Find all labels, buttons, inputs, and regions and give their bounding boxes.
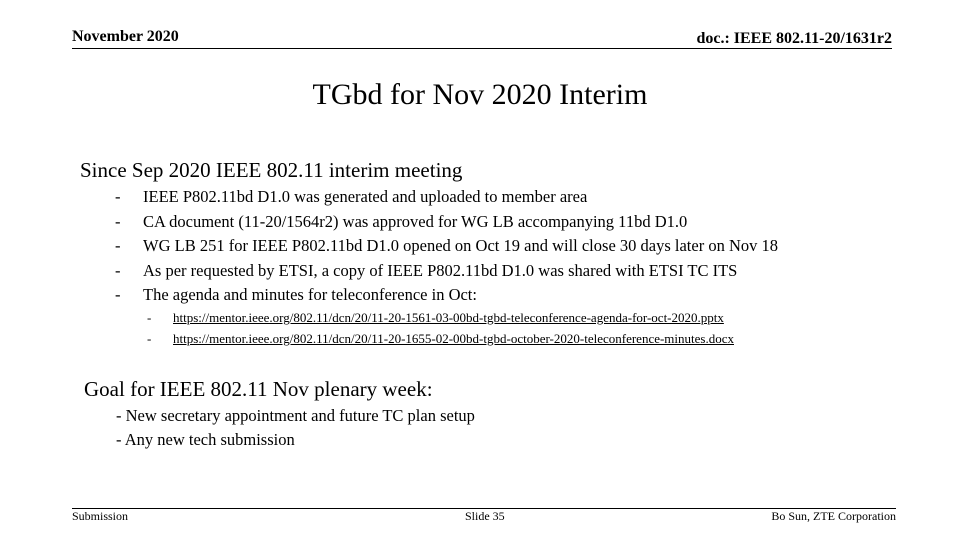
list-item-text: WG LB 251 for IEEE P802.11bd D1.0 opened on Oct 19 and will close 30 days later on Nov 18 bbox=[143, 236, 778, 256]
section-heading-since-sep: Since Sep 2020 IEEE 802.11 interim meeting bbox=[80, 158, 463, 182]
bullet-marker: - bbox=[115, 285, 121, 305]
bullet-marker: - bbox=[147, 331, 152, 346]
link-item bbox=[147, 307, 734, 328]
list-item bbox=[115, 283, 778, 308]
header-divider bbox=[72, 48, 892, 49]
list-item-text: IEEE P802.11bd D1.0 was generated and uploaded to member area bbox=[143, 187, 588, 206]
goal-item: - New secretary appointment and future TC plan setup bbox=[116, 406, 475, 425]
header-date: November 2020 bbox=[72, 28, 179, 45]
list-item bbox=[115, 210, 778, 235]
slide-title: TGbd for Nov 2020 Interim bbox=[312, 78, 648, 111]
list-item bbox=[115, 259, 778, 284]
agenda-link[interactable]: https://mentor.ieee.org/802.11/dcn/20/11-20-1561-03-00bd-tgbd-teleconference-agenda-for-oct-2020.pptx bbox=[173, 310, 724, 325]
footer-submission: Submission bbox=[72, 509, 129, 523]
goal-item: - Any new tech submission bbox=[116, 430, 295, 449]
bullet-marker: - bbox=[115, 236, 121, 256]
bullet-list bbox=[115, 185, 778, 308]
header-doc-id: doc.: IEEE 802.11-20/1631r2 bbox=[696, 30, 892, 47]
goal-list bbox=[116, 404, 475, 452]
minutes-link[interactable]: https://mentor.ieee.org/802.11/dcn/20/11-20-1655-02-00bd-tgbd-october-2020-teleconference-minutes.docx bbox=[173, 331, 734, 346]
list-item-text: As per requested by ETSI, a copy of IEEE P802.11bd D1.0 was shared with ETSI TC ITS bbox=[143, 260, 738, 280]
list-item bbox=[115, 185, 778, 210]
bullet-marker: - bbox=[115, 260, 121, 280]
link-item bbox=[147, 328, 734, 349]
footer-slide-number: Slide 35 bbox=[465, 509, 505, 523]
bullet-marker: - bbox=[115, 211, 121, 231]
list-item bbox=[115, 234, 778, 259]
link-list bbox=[147, 307, 734, 349]
footer-author: Bo Sun, ZTE Corporation bbox=[771, 509, 896, 523]
list-item-text: The agenda and minutes for teleconference in Oct: bbox=[143, 285, 477, 305]
bullet-marker: - bbox=[115, 187, 121, 206]
section-heading-goal: Goal for IEEE 802.11 Nov plenary week: bbox=[84, 377, 433, 401]
list-item-text: CA document (11-20/1564r2) was approved for WG LB accompanying 11bd D1.0 bbox=[143, 211, 688, 231]
bullet-marker: - bbox=[147, 310, 152, 325]
